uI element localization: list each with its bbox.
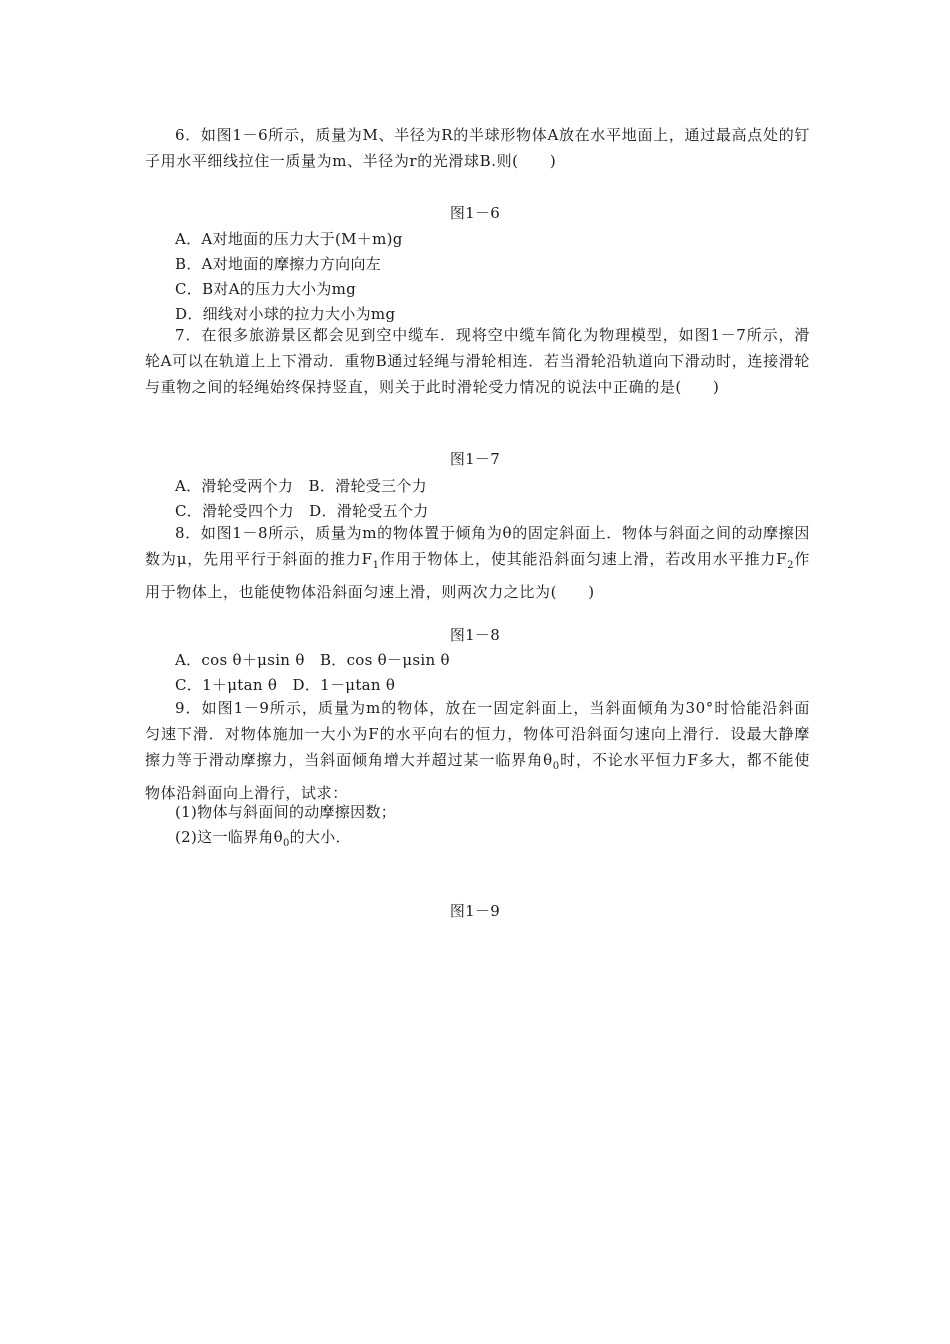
question-6-stem: 6．如图1－6所示，质量为M、半径为R的半球形物体A放在水平地面上，通过最高点处的钉子用水平细线拉住一质量为m、半径为r的光滑球B.则( ) (145, 126, 810, 170)
figure-caption-1-7: 图1－7 (449, 450, 501, 468)
question-9-stem (145, 695, 810, 806)
q9-sub2-part-1: (2)这一临界角θ (175, 828, 283, 846)
figure-caption-1-9: 图1－9 (449, 902, 501, 920)
q9-subquestion-2 (175, 827, 351, 854)
q8-f2-subscript: 2 (787, 560, 795, 571)
q9-sub2-part-2: 的大小． (289, 828, 351, 846)
q9-subquestion-1: (1)物体与斜面间的动摩擦因数； (175, 803, 397, 821)
q8-f1-subscript: 1 (372, 560, 380, 571)
figure-caption-1-8: 图1－8 (449, 626, 501, 644)
question-8-stem (145, 520, 810, 605)
question-7-stem: 7．在很多旅游景区都会见到空中缆车．现将空中缆车简化为物理模型，如图1－7所示，滑轮A可以在轨道上上下滑动．重物B通过轻绳与滑轮相连．若当滑轮沿轨道向下滑动时，连接滑轮与重物之间的轻绳始终保持竖直，则关于此时滑轮受力情况的说法中正确的是( ) (145, 326, 810, 396)
q7-options-ab: A．滑轮受两个力 B．滑轮受三个力 (175, 477, 427, 495)
q6-option-d: D．细线对小球的拉力大小为mg (175, 305, 396, 323)
figure-caption-1-6: 图1－6 (449, 204, 501, 222)
q8-options-cd: C．1＋μtan θ D．1－μtan θ (175, 676, 396, 694)
q6-option-b: B．A对地面的摩擦力方向向左 (175, 255, 382, 273)
q8-stem-part-3: 作用于物体上，也能使物体沿斜面匀速上滑，则两次力之比为( ) (145, 550, 810, 601)
q8-stem-part-2: 作用于物体上，使其能沿斜面匀速上滑，若改用水平推力F (379, 550, 788, 568)
q7-options-cd: C．滑轮受四个力 D．滑轮受五个力 (175, 502, 429, 520)
q8-options-ab: A．cos θ＋μsin θ B．cos θ－μsin θ (175, 651, 450, 669)
q8-stem-part-1: 8．如图1－8所示，质量为m的物体置于倾角为θ的固定斜面上．物体与斜面之间的动摩擦因数为μ，先用平行于斜面的推力F (145, 524, 810, 568)
q9-stem-part-1: 9．如图1－9所示，质量为m的物体，放在一固定斜面上，当斜面倾角为30°时恰能沿斜面匀速下滑．对物体施加一大小为F的水平向右的恒力，物体可沿斜面匀速向上滑行．设最大静摩擦力等于滑动摩擦力，当斜面倾角增大并超过某一临界角θ (145, 699, 810, 769)
q9-theta-subscript: 0 (552, 761, 560, 772)
q6-option-c: C．B对A的压力大小为mg (175, 280, 357, 298)
q6-option-a: A．A对地面的压力大于(M＋m)g (175, 230, 403, 248)
q9-stem-part-2: 时，不论水平恒力F多大，都不能使物体沿斜面向上滑行，试求： (145, 751, 810, 802)
q9-sub2-subscript: 0 (282, 838, 290, 849)
